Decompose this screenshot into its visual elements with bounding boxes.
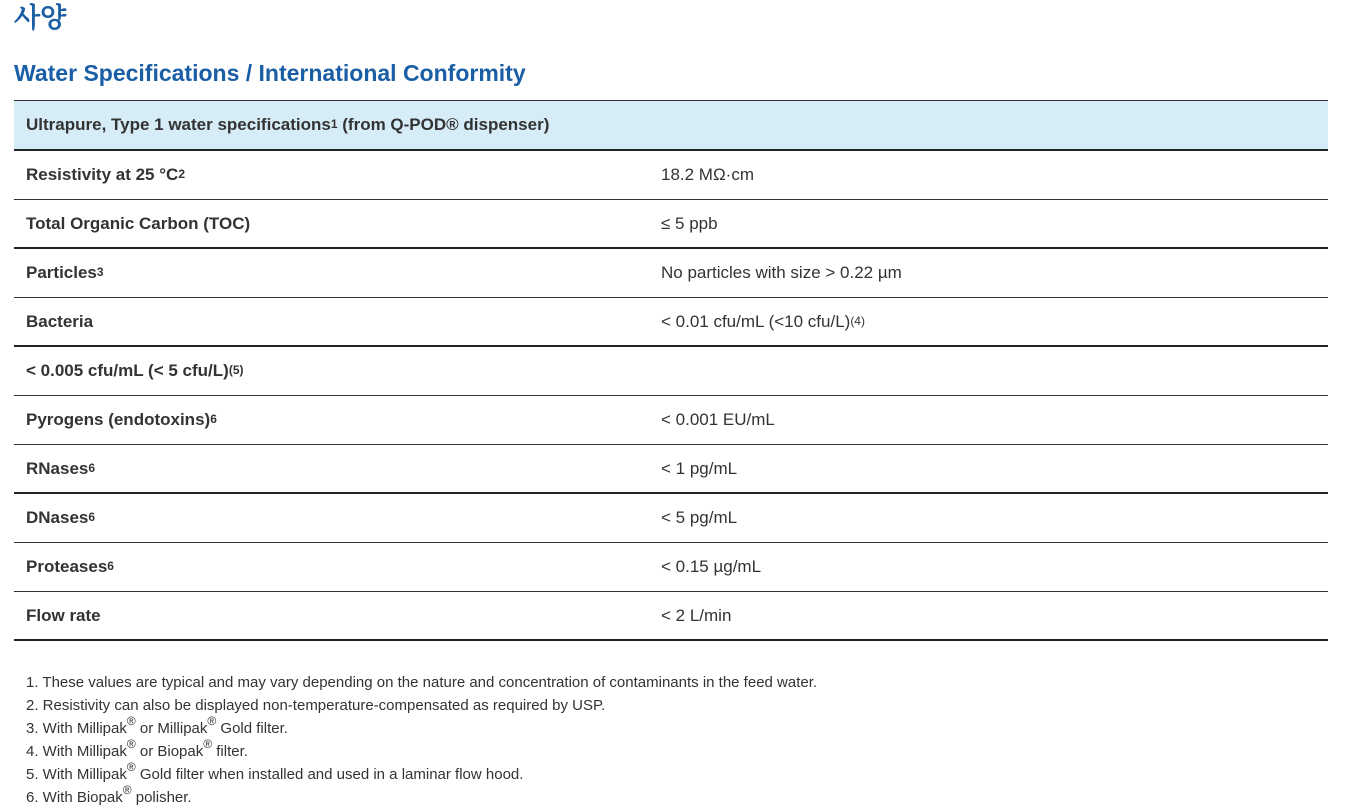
footnote-item: 2. Resistivity can also be displayed non-temperature-compensated as required by USP. bbox=[26, 697, 606, 714]
row-label: RNases $^6$ bbox=[26, 458, 96, 478]
table-row bbox=[14, 151, 1328, 200]
page-title: 사양 bbox=[14, 3, 67, 34]
row-label: Particles $^3$ bbox=[26, 263, 104, 282]
row-value: < 5 pg/mL bbox=[661, 508, 738, 527]
table-row bbox=[14, 298, 1328, 347]
footnote-item: 4. With Millipak® or Biopak® filter. bbox=[26, 737, 248, 760]
section-title: Water Specifications / International Conformity bbox=[14, 60, 526, 86]
table-header-row bbox=[14, 100, 1328, 151]
registered-mark: ® bbox=[126, 737, 136, 752]
table-row bbox=[14, 249, 1328, 298]
row-label: < 0.005 cfu/mL (< 5 cfu/L) $^{(5)}$ bbox=[26, 361, 244, 380]
row-value: < 1 pg/mL bbox=[661, 458, 738, 478]
registered-mark: ® bbox=[122, 783, 132, 798]
registered-mark: ® bbox=[126, 714, 136, 729]
registered-mark: ® bbox=[207, 714, 217, 729]
header-label-text: Ultrapure, Type 1 water specifications bbox=[26, 115, 331, 134]
row-value: ≤ 5 ppb bbox=[661, 213, 718, 233]
table-row bbox=[14, 200, 1328, 249]
footnote-item: 5. With Millipak® Gold filter when installed and used in a laminar flow hood. bbox=[26, 760, 524, 783]
row-value: < 0.01 cfu/mL (<10 cfu/L) $^{(4)}$ bbox=[661, 311, 865, 331]
footnote-item: 1. These values are typical and may vary depending on the nature and concentration of contaminants in the feed water. bbox=[26, 674, 818, 691]
table-row bbox=[14, 494, 1328, 543]
footnote-item: 6. With Biopak® polisher. bbox=[26, 783, 192, 806]
footnotes bbox=[26, 671, 1326, 809]
footnote-item: 3. With Millipak® or Millipak® Gold filter. bbox=[26, 714, 288, 737]
row-label: DNases $^6$ bbox=[26, 508, 96, 527]
row-value: 18.2 MΩ·cm bbox=[661, 165, 755, 184]
row-label: Proteases $^6$ bbox=[26, 557, 114, 576]
table-header-label: Ultrapure, Type 1 water specifications $^1$ (from Q-POD® dispenser) bbox=[26, 115, 550, 134]
table-row bbox=[14, 592, 1328, 641]
row-value: No particles with size > 0.22 µm bbox=[661, 263, 902, 282]
row-label: Total Organic Carbon (TOC) bbox=[26, 213, 251, 233]
row-value: < 0.15 µg/mL bbox=[661, 557, 762, 576]
header-label-suffix: (from Q-POD® dispenser) bbox=[337, 115, 550, 134]
registered-mark: ® bbox=[126, 760, 136, 775]
table-row bbox=[14, 347, 1328, 396]
row-label: Resistivity at 25 °C $^2$ bbox=[26, 165, 185, 184]
row-label: Flow rate bbox=[26, 605, 101, 625]
spec-table bbox=[14, 100, 1328, 641]
row-label: Pyrogens (endotoxins) $^6$ bbox=[26, 410, 217, 429]
table-row bbox=[14, 543, 1328, 592]
row-value: < 0.001 EU/mL bbox=[661, 410, 775, 429]
row-value: < 2 L/min bbox=[661, 605, 732, 625]
table-row bbox=[14, 396, 1328, 445]
registered-mark: ® bbox=[203, 737, 213, 752]
table-row bbox=[14, 445, 1328, 494]
row-label: Bacteria bbox=[26, 311, 94, 331]
